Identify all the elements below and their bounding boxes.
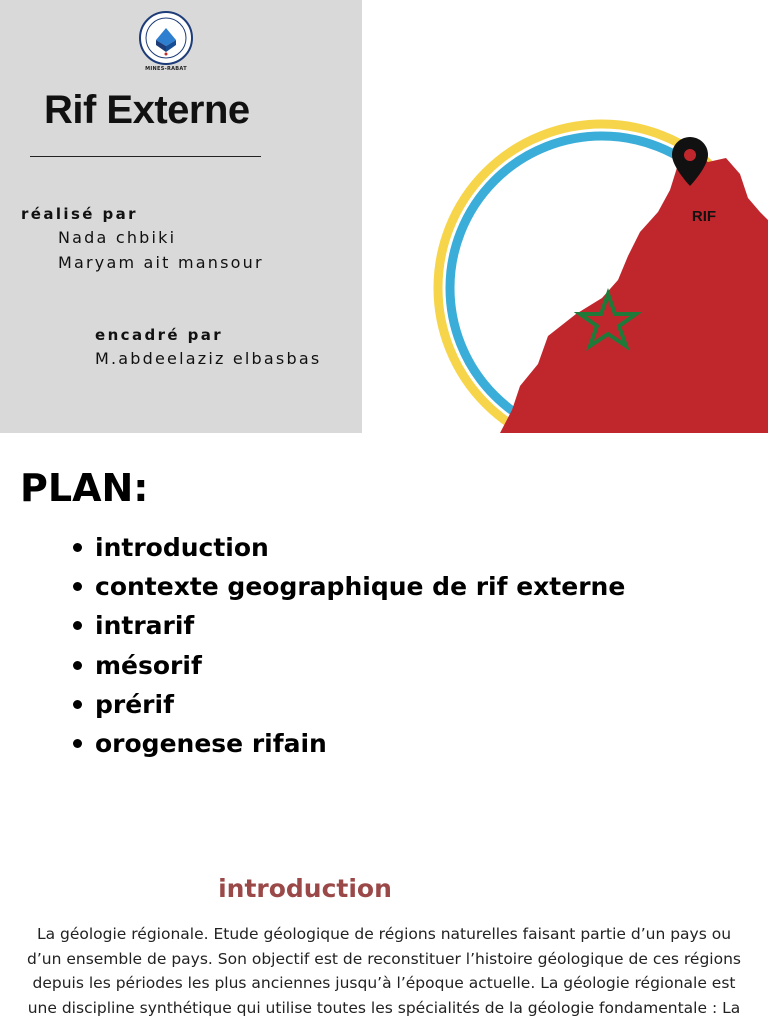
plan-item <box>72 646 625 685</box>
bullet-icon <box>73 621 82 630</box>
plan-item <box>72 724 625 763</box>
plan-item-label: prérif <box>95 689 174 719</box>
intro-line: une discipline synthétique qui utilise toutes les spécialités de la géologie fondamentale : La <box>27 998 741 1017</box>
author-name-2: Maryam ait mansour <box>58 253 264 272</box>
bullet-icon <box>73 700 82 709</box>
plan-title: PLAN: <box>20 466 149 510</box>
plan-item <box>72 567 625 606</box>
encadre-par-label: encadré par <box>95 326 224 344</box>
map-marker-label: RIF <box>691 208 717 225</box>
cover-page <box>0 0 768 433</box>
intro-paragraph <box>0 922 768 1020</box>
realise-par-label: réalisé par <box>21 205 138 223</box>
plan-item-label: intrarif <box>95 611 195 641</box>
plan-item <box>72 528 625 567</box>
plan-item-label: orogenese rifain <box>95 729 327 759</box>
page-title: Rif Externe <box>44 88 250 132</box>
intro-heading: introduction <box>218 874 392 903</box>
bullet-icon <box>73 543 82 552</box>
title-divider <box>30 156 261 157</box>
intro-line: d’un ensemble de pays. Son objectif est de reconstituer l’histoire géologique de ces régions <box>27 949 741 968</box>
plan-item <box>72 606 625 645</box>
supervisor-name: M.abdeelaziz elbasbas <box>95 349 322 368</box>
author-name-1: Nada chbiki <box>58 228 177 247</box>
intro-line: depuis les périodes les plus anciennes jusqu’à l’époque actuelle. La géologie régionale est <box>32 974 736 992</box>
plan-item-label: introduction <box>95 533 269 562</box>
plan-item <box>72 685 625 724</box>
cover-info-panel <box>0 0 362 433</box>
plan-item-label: contexte geographique de rif externe <box>95 572 626 602</box>
plan-item-label: mésorif <box>95 650 202 680</box>
logo-caption: MINES-RABAT <box>145 66 187 72</box>
intro-line: La géologie régionale. Etude géologique de régions naturelles faisant partie d’un pays ou <box>36 925 732 943</box>
plan-list <box>72 528 625 763</box>
morocco-map-illustration <box>430 100 768 433</box>
bullet-icon <box>73 739 82 748</box>
school-logo-icon <box>138 10 194 74</box>
bullet-icon <box>73 661 82 670</box>
bullet-icon <box>73 582 82 591</box>
